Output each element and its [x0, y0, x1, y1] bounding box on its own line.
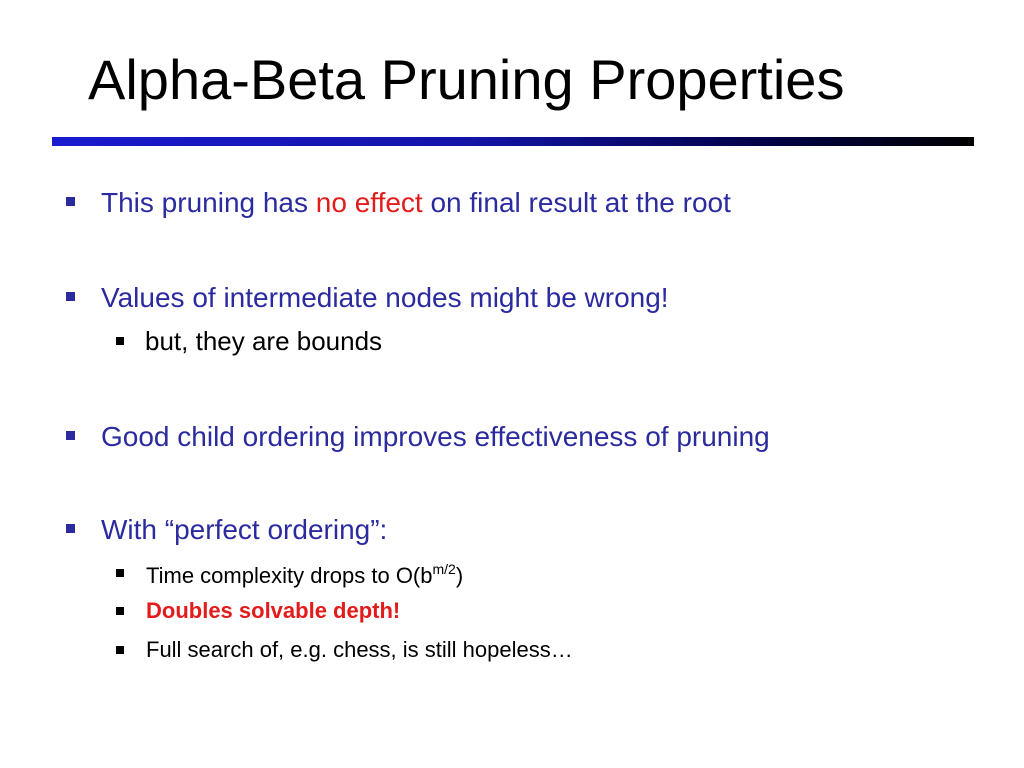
sub-bullet-bounds: but, they are bounds [145, 326, 383, 356]
bullet-perfect-ordering: With “perfect ordering”: [101, 514, 388, 545]
bullet-marker [66, 524, 75, 533]
bullet-marker [66, 197, 75, 206]
sub-bullet-text: ) [455, 563, 464, 588]
bullet-child-ordering: Good child ordering improves effectiveness of pruning [101, 421, 770, 452]
bullet-no-effect [101, 189, 731, 217]
title-underline [52, 137, 974, 146]
bullet-text: on final result at the root [422, 187, 731, 218]
exponent: m/2 [432, 561, 456, 577]
sub-bullet-marker [116, 607, 124, 615]
sub-bullet-marker [116, 646, 124, 654]
bullet-intermediate-nodes: Values of intermediate nodes might be wrong! [101, 282, 669, 313]
sub-bullet-doubles-depth: Doubles solvable depth! [146, 598, 401, 623]
sub-bullet-marker [116, 337, 124, 345]
bullet-marker [66, 431, 75, 440]
sub-bullet-text: Time complexity drops to O(b [146, 563, 433, 588]
bullet-accent-text: no effect [315, 187, 423, 218]
sub-bullet-time-complexity [146, 562, 463, 587]
bullet-text: This pruning has [101, 187, 316, 218]
sub-bullet-chess-hopeless: Full search of, e.g. chess, is still hopeless… [146, 637, 573, 662]
slide-title: Alpha-Beta Pruning Properties [88, 48, 845, 111]
bullet-marker [66, 292, 75, 301]
sub-bullet-marker [116, 569, 124, 577]
